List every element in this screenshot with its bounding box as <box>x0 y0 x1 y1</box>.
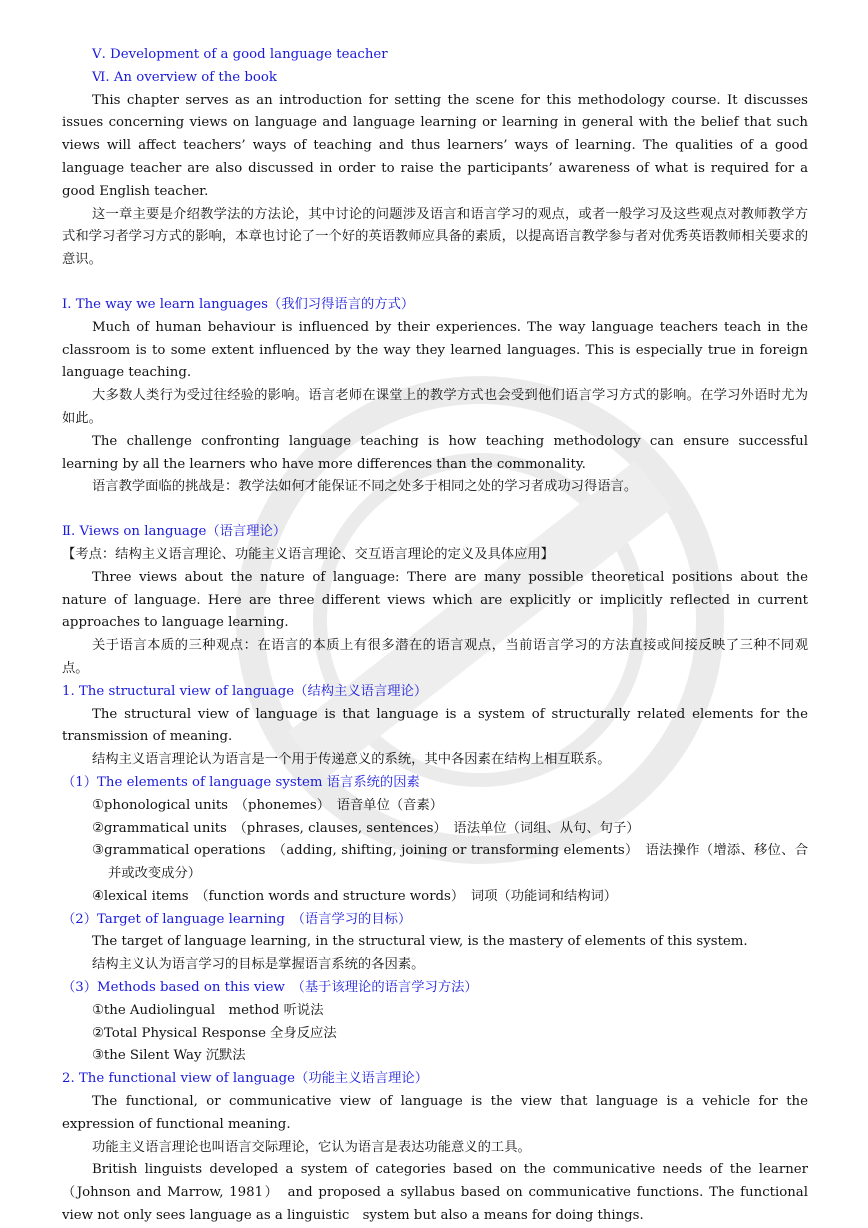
paragraph-en: Much of human behaviour is influenced by their experiences. The way language teachers teach in the classroom is to some extent influenced by the way they learned languages. This is especially true in foreign language teaching. <box>62 319 808 381</box>
list-item: ③grammatical operations （adding, shifting, joining or transforming elements） 语法操作（增添、移位、合并或改变成分） <box>92 843 808 882</box>
exam-point: 【考点：结构主义语言理论、功能主义语言理论、交互语言理论的定义及具体应用】 <box>62 546 554 562</box>
paragraph-zh: 语言教学面临的挑战是：教学法如何才能保证不同之处多于相同之处的学习者成功习得语言。 <box>92 479 638 495</box>
paragraph-en: The functional, or communicative view of language is the view that language is a vehicle for the expression of functional meaning. <box>62 1094 808 1132</box>
list-item: ③the Silent Way 沉默法 <box>92 1048 246 1064</box>
intro-paragraph-zh: 这一章主要是介绍教学法的方法论，其中讨论的问题涉及语言和语言学习的观点，或者一般学习及这些观点对教师教学方式和学习者学习方式的影响，本章也讨论了一个好的英语教师应具备的素质，以提高语言教学参与者对优秀英语教师相关要求的意识。 <box>62 206 808 268</box>
paragraph-zh: 功能主义语言理论也叫语言交际理论，它认为语言是表达功能意义的工具。 <box>92 1139 531 1155</box>
subsection-heading: 2. The functional view of language（功能主义语言理论） <box>62 1071 429 1087</box>
paragraph-zh: 关于语言本质的三种观点：在语言的本质上有很多潜在的语言观点，当前语言学习的方法直接或间接反映了三种不同观点。 <box>62 638 808 676</box>
section-heading: Ⅰ. The way we learn languages（我们习得语言的方式） <box>62 296 415 312</box>
subsection-heading: （1）The elements of language system 语言系统的因素 <box>62 774 420 790</box>
list-item: ②Total Physical Response 全身反应法 <box>92 1025 337 1041</box>
paragraph-en: Three views about the nature of language: There are many possible theoretical positions about the nature of language. Here are three different views which are explicitly or implicitly reflected in current approaches to language learning. <box>62 569 808 631</box>
document-page <box>62 44 822 1228</box>
subsection-heading: （2）Target of language learning （语言学习的目标） <box>62 911 412 927</box>
paragraph-en: British linguists developed a system of categories based on the communicative needs of the learner （Johnson and Marrow, 1981） and proposed a syllabus based on communicative functions. The functional view not only sees language as a linguistic system but also a means for doing things. <box>62 1162 822 1224</box>
paragraph-en: The target of language learning, in the structural view, is the mastery of elements of this system. <box>92 934 748 950</box>
intro-paragraph-en: This chapter serves as an introduction for setting the scene for this methodology course. It discusses issues concerning views on language and language learning or learning in general with the belief that such views will affect teachers’ ways of teaching and thus learners’ ways of learning. The qualities of a good language teacher are also discussed in order to raise the participants’ awareness of what is required for a good English teacher. <box>62 92 808 199</box>
subsection-heading: 1. The structural view of language（结构主义语言理论） <box>62 683 428 699</box>
list-item: ①phonological units （phonemes） 语音单位（音素） <box>92 797 444 813</box>
outline-item: Ⅵ. An overview of the book <box>92 69 277 85</box>
paragraph-en: The structural view of language is that language is a system of structurally related elements for the transmission of meaning. <box>62 706 808 745</box>
subsection-heading: （3）Methods based on this view （基于该理论的语言学习方法） <box>62 980 478 996</box>
paragraph-zh: 结构主义语言理论认为语言是一个用于传递意义的系统，其中各因素在结构上相互联系。 <box>92 752 611 768</box>
paragraph-zh: 结构主义认为语言学习的目标是掌握语言系统的各因素。 <box>92 957 425 973</box>
paragraph-en: The challenge confronting language teaching is how teaching methodology can ensure successful learning by all the learners who have more differences than the commonality. <box>62 433 808 472</box>
list-item: ①the Audiolingual method 听说法 <box>92 1002 324 1018</box>
paragraph-zh: 大多数人类行为受过往经验的影响。语言老师在课堂上的教学方式也会受到他们语言学习方式的影响。在学习外语时尤为如此。 <box>62 388 808 426</box>
list-item: ④lexical items （function words and structure words） 词项（功能词和结构词） <box>92 888 618 904</box>
list-item: ②grammatical units （phrases, clauses, sentences） 语法单位（词组、从句、句子） <box>92 820 640 836</box>
outline-item: Ⅴ. Development of a good language teacher <box>92 47 388 62</box>
section-heading: Ⅱ. Views on language（语言理论） <box>62 524 287 540</box>
